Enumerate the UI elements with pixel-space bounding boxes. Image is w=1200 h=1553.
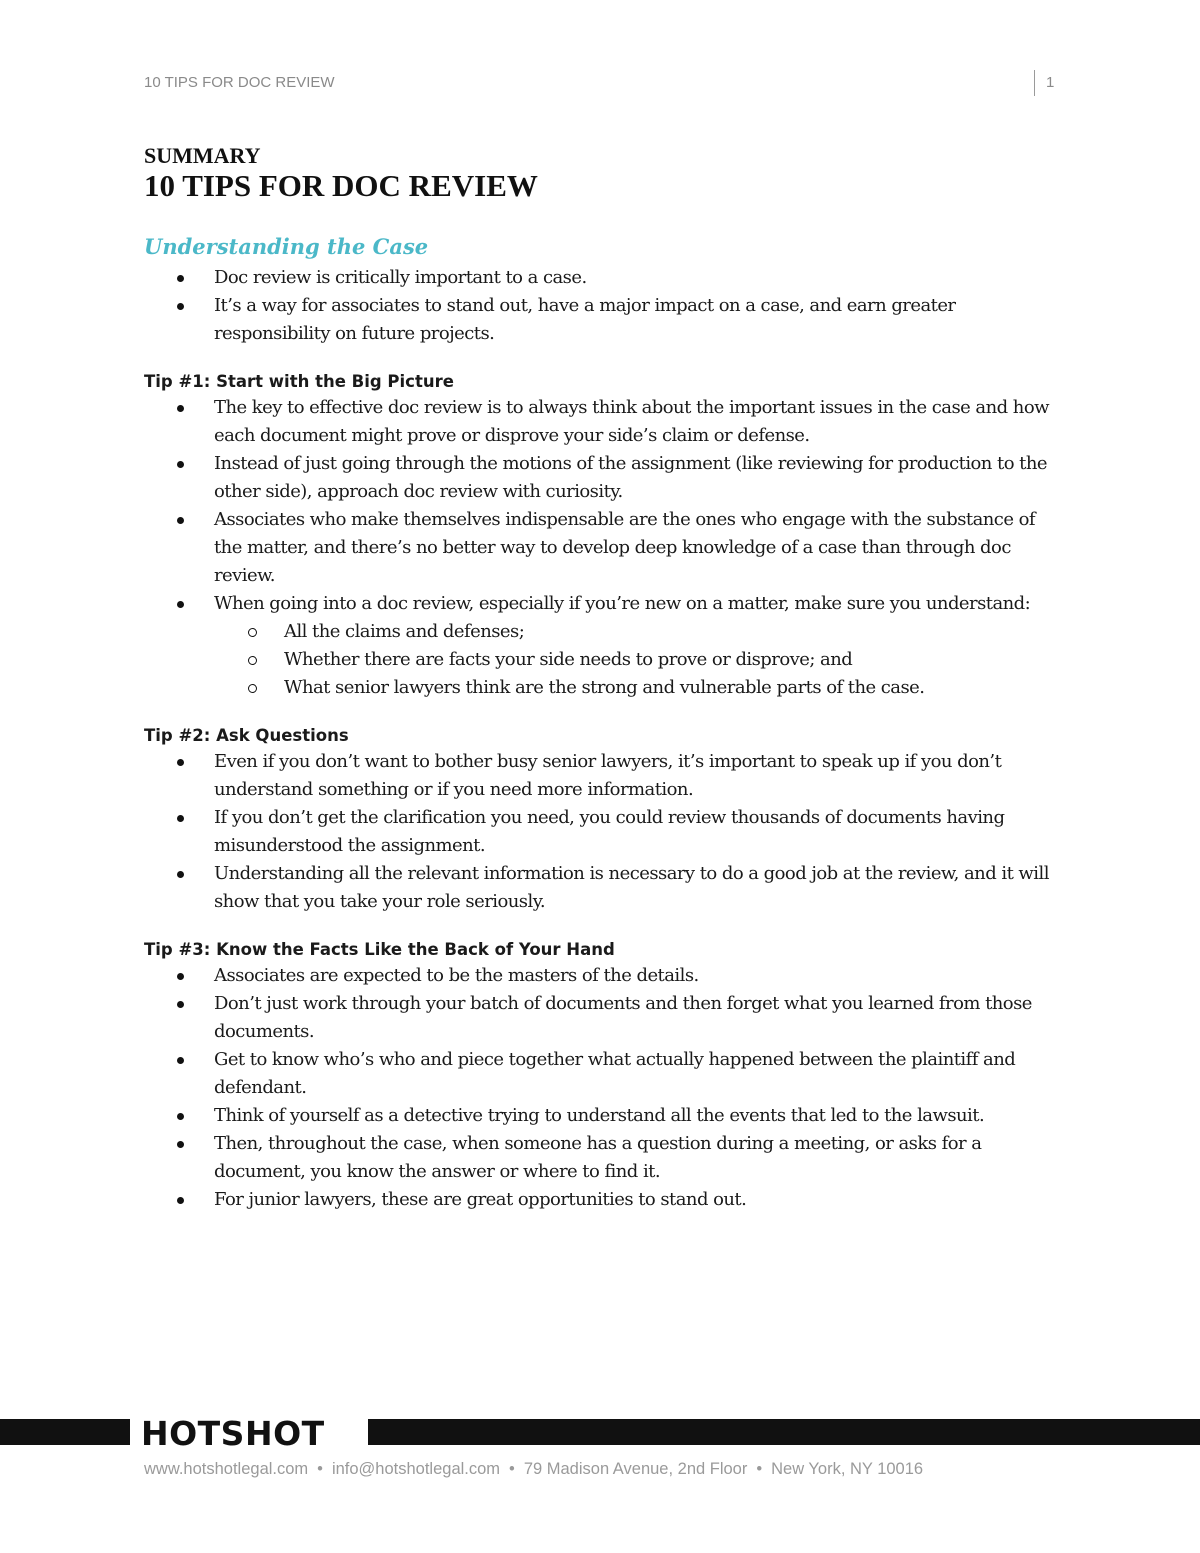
footer-bar-right xyxy=(368,1419,1200,1445)
footer-separator: • xyxy=(317,1460,323,1478)
document-body xyxy=(144,230,1064,1214)
tip-heading-2: Tip #2: Ask Questions xyxy=(144,726,349,745)
list-item xyxy=(144,264,1064,292)
list-item-text: When going into a doc review, especially if you’re new on a matter, make sure you understand: xyxy=(214,593,1031,614)
summary-label: SUMMARY xyxy=(144,143,261,168)
bullet-icon xyxy=(177,517,184,524)
document-title: 10 TIPS FOR DOC REVIEW xyxy=(144,168,538,203)
footer-website-link[interactable]: www.hotshotlegal.com xyxy=(144,1460,309,1478)
bullet-icon xyxy=(177,461,184,468)
list-item xyxy=(144,590,1064,702)
list-item xyxy=(144,1046,1064,1102)
tip2-list xyxy=(144,748,1064,916)
list-item-text: For junior lawyers, these are great opportunities to stand out. xyxy=(214,1189,747,1210)
section-heading-understanding: Understanding the Case xyxy=(144,234,429,259)
list-item xyxy=(144,394,1064,450)
page-number: 1 xyxy=(1046,74,1055,91)
list-item-text: Associates are expected to be the masters of the details. xyxy=(214,965,699,986)
list-item-text: It’s a way for associates to stand out, have a major impact on a case, and earn greater responsibility on future projects. xyxy=(214,295,956,344)
list-item-text: Even if you don’t want to bother busy senior lawyers, it’s important to speak up if you don’t understand something or if you need more information. xyxy=(214,751,1002,800)
list-item-text: If you don’t get the clarification you need, you could review thousands of documents having misunderstood the assignment. xyxy=(214,807,1005,856)
list-item xyxy=(144,1186,1064,1214)
tip-heading-3: Tip #3: Know the Facts Like the Back of Your Hand xyxy=(144,940,615,959)
list-item xyxy=(144,292,1064,348)
tip3-list xyxy=(144,962,1064,1214)
list-item xyxy=(144,962,1064,990)
header-divider xyxy=(1034,70,1035,96)
sub-list-item-text: Whether there are facts your side needs to prove or disprove; and xyxy=(284,649,853,670)
list-item xyxy=(144,1130,1064,1186)
sub-list-item-text: What senior lawyers think are the strong and vulnerable parts of the case. xyxy=(284,677,925,698)
footer-city: New York, NY 10016 xyxy=(771,1460,924,1478)
footer-contact-line xyxy=(144,1460,923,1479)
list-item-text: Instead of just going through the motions of the assignment (like reviewing for production to the other side), approach doc review with curiosity. xyxy=(214,453,1047,502)
circle-bullet-icon xyxy=(248,684,257,693)
list-item-text: Doc review is critically important to a case. xyxy=(214,267,587,288)
circle-bullet-icon xyxy=(248,656,257,665)
bullet-icon xyxy=(177,1001,184,1008)
bullet-icon xyxy=(177,601,184,608)
list-item xyxy=(144,450,1064,506)
circle-bullet-icon xyxy=(248,628,257,637)
bullet-icon xyxy=(177,1197,184,1204)
list-item xyxy=(144,506,1064,590)
bullet-icon xyxy=(177,275,184,282)
footer-separator: • xyxy=(509,1460,515,1478)
list-item-text: Get to know who’s who and piece together what actually happened between the plaintiff and defendant. xyxy=(214,1049,1016,1098)
bullet-icon xyxy=(177,1113,184,1120)
tip1-sub-list xyxy=(214,618,1064,702)
bullet-icon xyxy=(177,1057,184,1064)
running-header-title: 10 TIPS FOR DOC REVIEW xyxy=(144,74,335,91)
sub-list-item xyxy=(214,646,1064,674)
list-item-text: Understanding all the relevant information is necessary to do a good job at the review, and it will show that you take your role seriously. xyxy=(214,863,1049,912)
list-item-text: Then, throughout the case, when someone has a question during a meeting, or asks for a document, you know the answer or where to find it. xyxy=(214,1133,982,1182)
bullet-icon xyxy=(177,405,184,412)
list-item-text: The key to effective doc review is to always think about the important issues in the case and how each document might prove or disprove your side’s claim or defense. xyxy=(214,397,1049,446)
bullet-icon xyxy=(177,303,184,310)
list-item-text: Think of yourself as a detective trying to understand all the events that led to the lawsuit. xyxy=(214,1105,985,1126)
bullet-icon xyxy=(177,815,184,822)
footer-bar-left xyxy=(0,1419,130,1445)
sub-list-item-text: All the claims and defenses; xyxy=(284,621,525,642)
bullet-icon xyxy=(177,759,184,766)
footer-separator: • xyxy=(756,1460,763,1478)
bullet-icon xyxy=(177,1141,184,1148)
list-item xyxy=(144,804,1064,860)
hotshot-logo: HOTSHOT xyxy=(141,1414,325,1453)
tip-heading-1: Tip #1: Start with the Big Picture xyxy=(144,372,454,391)
list-item-text: Associates who make themselves indispensable are the ones who engage with the substance of the matter, and there’s no better way to develop deep knowledge of a case than through doc review. xyxy=(214,509,1036,586)
footer-address: 79 Madison Avenue, 2nd Floor xyxy=(523,1460,748,1478)
list-item xyxy=(144,1102,1064,1130)
list-item xyxy=(144,748,1064,804)
list-item xyxy=(144,860,1064,916)
tip1-list xyxy=(144,394,1064,702)
sub-list-item xyxy=(214,618,1064,646)
sub-list-item xyxy=(214,674,1064,702)
list-item-text: Don’t just work through your batch of documents and then forget what you learned from those documents. xyxy=(214,993,1032,1042)
bullet-icon xyxy=(177,871,184,878)
footer-email-link[interactable]: info@hotshotlegal.com xyxy=(331,1460,501,1478)
bullet-icon xyxy=(177,973,184,980)
understanding-list xyxy=(144,264,1064,348)
list-item xyxy=(144,990,1064,1046)
